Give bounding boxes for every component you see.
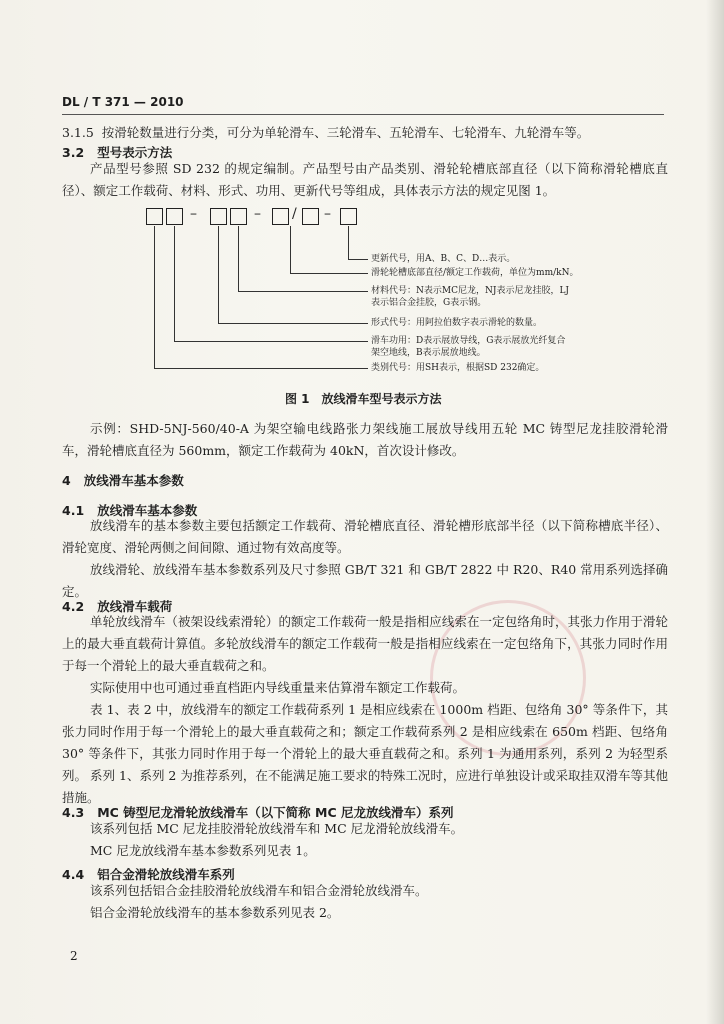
leader-line (348, 226, 349, 260)
clause-number: 4.2 (62, 599, 85, 614)
page-number: 2 (70, 949, 78, 963)
clause-number: 4.4 (62, 867, 85, 882)
leader-line (174, 226, 175, 342)
clause-title: MC 铸型尼龙滑轮放线滑车（以下简称 MC 尼龙放线滑车）系列 (97, 805, 454, 820)
leader-line (218, 226, 219, 324)
separator-dash: – (190, 206, 197, 222)
leader-line (174, 341, 368, 342)
legend-function-line1: 滑车功用：D表示展放导线，G表示展放光纤复合 (371, 336, 566, 346)
clause-number: 4.1 (62, 503, 85, 518)
legend-function-line2: 架空地线，B表示展放地线。 (371, 348, 486, 358)
legend-revision-code: 更新代号，用A、B、C、D…表示。 (371, 254, 516, 264)
leader-line (154, 226, 155, 369)
leader-line (290, 273, 368, 274)
clause-title: 放线滑车载荷 (97, 599, 173, 614)
legend-category-code: 类别代号：用SH表示，根据SD 232确定。 (371, 363, 545, 373)
clause-4-4-paragraph-1: 该系列包括铝合金挂胶滑轮放线滑车和铝合金滑轮放线滑车。 (90, 883, 428, 898)
clause-4-1-paragraph-2: 放线滑轮、放线滑车基本参数系列及尺寸参照 GB/T 321 和 GB/T 2822 中 R20、R40 常用系列选择确定。 (62, 562, 668, 599)
box-diameter (272, 208, 289, 225)
leader-line (238, 291, 368, 292)
box-category-code (146, 208, 163, 225)
clause-4-4-paragraph-2: 铝合金滑轮放线滑车的基本参数系列见表 2。 (90, 905, 340, 920)
box-material-code (230, 208, 247, 225)
separator-dash: – (324, 206, 331, 222)
box-rated-load (302, 208, 319, 225)
legend-material-line1: 材料代号：N表示MC尼龙，NJ表示尼龙挂胶，LJ (371, 286, 570, 296)
clause-number: 3.1.5 (62, 125, 94, 140)
clause-4-2-paragraph-1: 单轮放线滑车（被架设线索滑轮）的额定工作载荷一般是指相应线索在一定包络角时，其张力作用于滑轮上的最大垂直载荷计算值。多轮放线滑车的额定工作载荷一般是指相应线索在一定包络角下，其张力同时作用于每一个滑轮上的最大垂直载荷之和。 (62, 614, 668, 673)
leader-line (348, 259, 368, 260)
figure-caption: 图 1 放线滑车型号表示方法 (285, 392, 442, 406)
clause-title: 放线滑车基本参数 (97, 503, 198, 518)
clause-title: 铝合金滑轮放线滑车系列 (97, 867, 235, 882)
box-form-code (210, 208, 227, 225)
section-title: 放线滑车基本参数 (83, 473, 184, 488)
standard-code-header: DL / T 371 — 2010 (62, 95, 184, 109)
clause-3-2-paragraph: 产品型号参照 SD 232 的规定编制。产品型号由产品类别、滑轮轮槽底部直径（以下简称滑轮槽底直径）、额定工作载荷、材料、形式、功用、更新代号等组成，具体表示方法的规定见图 1。 (62, 161, 668, 198)
clause-4-3-paragraph-1: 该系列包括 MC 尼龙挂胶滑轮放线滑车和 MC 尼龙滑轮放线滑车。 (90, 821, 464, 836)
leader-line (290, 226, 291, 274)
leader-line (218, 323, 368, 324)
leader-line (154, 368, 368, 369)
example-paragraph: 示例：SHD-5NJ-560/40-A 为架空输电线路张力架线施工展放导线用五轮 MC 铸型尼龙挂胶滑轮滑车，滑轮槽底直径为 560mm，额定工作载荷为 40kN，首次设计修改。 (62, 421, 668, 458)
section-4-heading (62, 472, 184, 489)
header-rule (62, 114, 664, 115)
clause-4-2-paragraph-2: 实际使用中也可通过垂直档距内导线重量来估算滑车额定工作载荷。 (90, 680, 466, 695)
box-revision-code (340, 208, 357, 225)
legend-diameter-load: 滑轮轮槽底部直径/额定工作载荷，单位为mm/kN。 (371, 268, 579, 278)
clause-text: 按滑轮数量进行分类，可分为单轮滑车、三轮滑车、五轮滑车、七轮滑车、九轮滑车等。 (101, 125, 590, 140)
separator-slash: / (292, 206, 297, 222)
separator-dash: – (254, 206, 261, 222)
clause-4-1-paragraph-1: 放线滑车的基本参数主要包括额定工作载荷、滑轮槽底直径、滑轮槽形底部半径（以下简称槽底半径）、滑轮宽度、滑轮两侧之间间隙、通过物有效高度等。 (62, 518, 668, 555)
clause-number: 3.2 (62, 145, 85, 160)
legend-material-line2: 表示铝合金挂胶，G表示钢。 (371, 298, 487, 308)
section-number: 4 (62, 473, 71, 488)
clause-4-2-paragraph-4: 系列 1、系列 2 为推荐系列，在不能满足施工要求的特殊工况时，应进行单独设计或采取挂双滑车等其他措施。 (62, 768, 668, 805)
clause-4-2-paragraph-3: 表 1、表 2 中，放线滑车的额定工作载荷系列 1 是相应线索在 1000m 档距、包络角 30° 等条件下，其张力同时作用于每一个滑轮上的最大垂直载荷之和；额定工作载荷系列 2 是相应线索在 650m 档距、包络角 30° 等条件下，其张力同时作用于每一个滑轮上的最大垂直载荷之和。系列 1 为通用系列，系列 2 为轻型系列。 (62, 702, 668, 783)
clause-title: 型号表示方法 (97, 145, 173, 160)
clause-3-1-5 (62, 124, 589, 141)
clause-number: 4.3 (62, 805, 85, 820)
leader-line (238, 226, 239, 292)
clause-4-3-paragraph-2: MC 尼龙放线滑车基本参数系列见表 1。 (90, 843, 316, 858)
legend-form-code: 形式代号：用阿拉伯数字表示滑轮的数量。 (371, 318, 543, 328)
box-function-code (166, 208, 183, 225)
